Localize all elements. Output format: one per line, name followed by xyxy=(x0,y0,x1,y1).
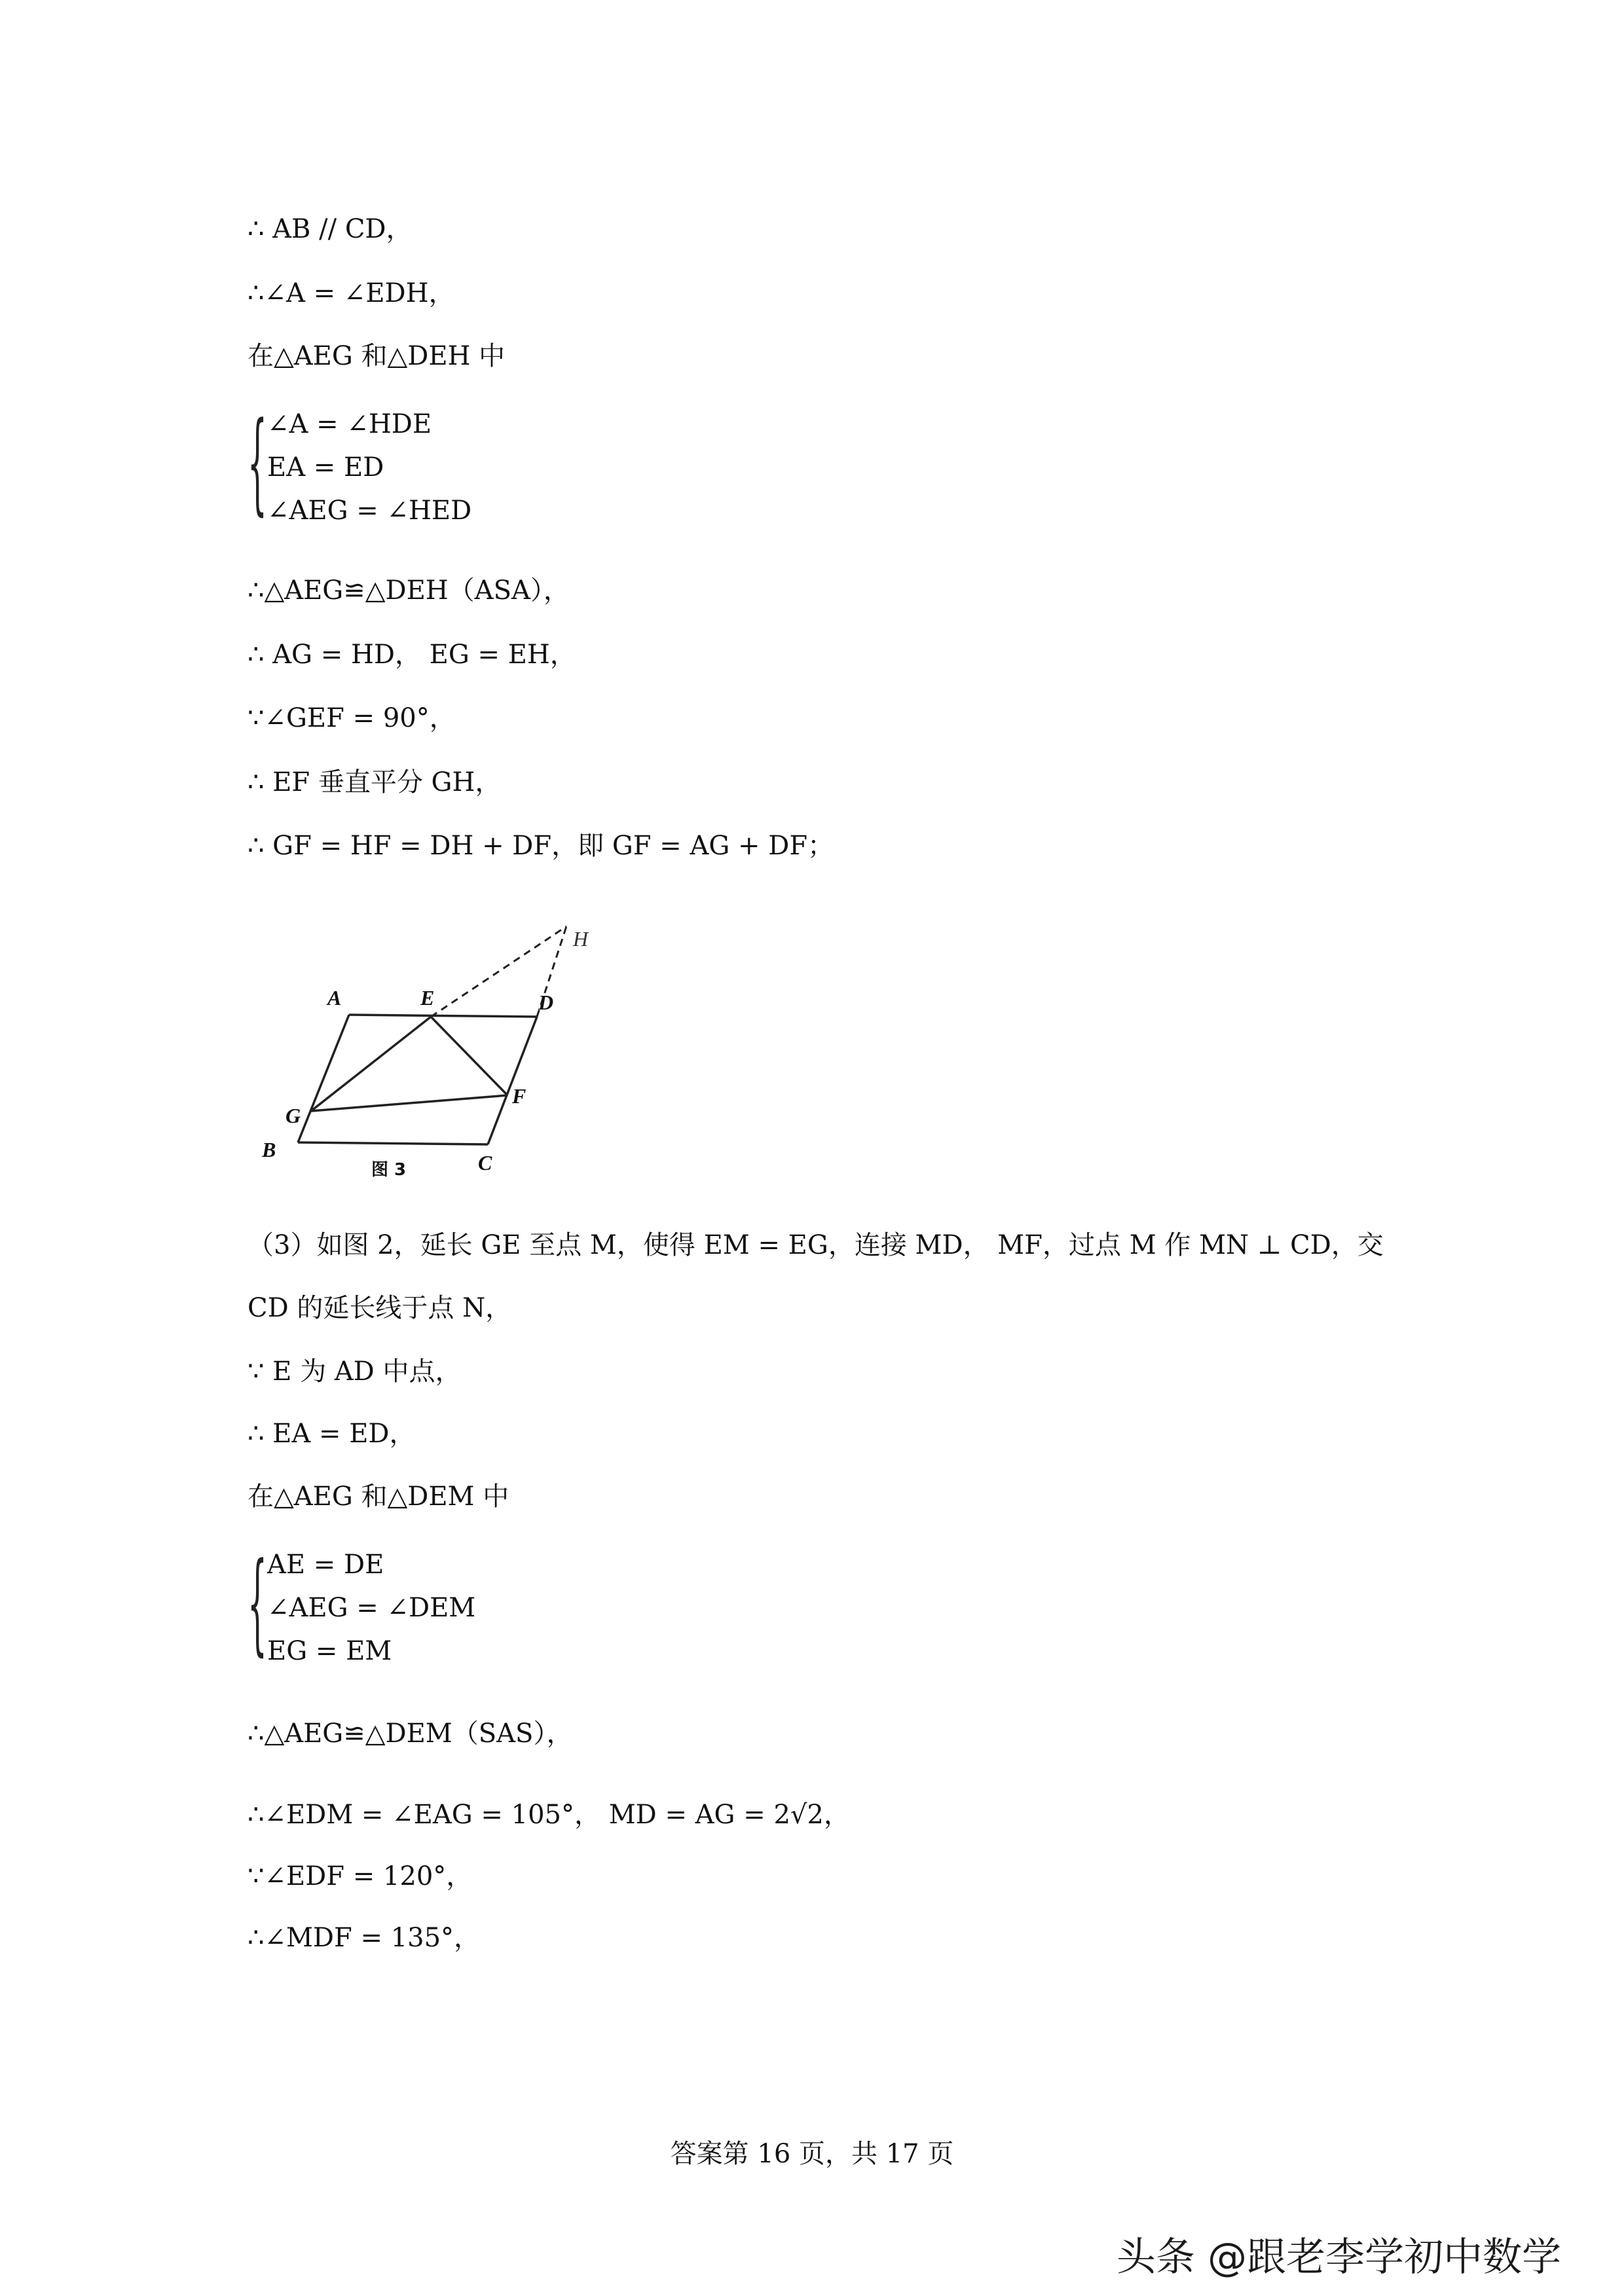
point-label-E: E xyxy=(420,986,435,1010)
solution-line: ∵∠EDF = 120°， xyxy=(248,1861,473,1891)
solution-line: ∴∠MDF = 135°， xyxy=(248,1923,481,1953)
segment-EF xyxy=(431,1017,507,1095)
left-brace: { xyxy=(248,398,267,526)
solution-line: ∴ AB // CD， xyxy=(248,214,413,244)
segment-GF xyxy=(311,1095,507,1111)
system-row: ∠AEG = ∠HED xyxy=(267,496,472,526)
system-row: EA = ED xyxy=(267,452,384,483)
system-row: EG = EM xyxy=(267,1636,392,1666)
segment-DC xyxy=(488,1017,537,1144)
solution-line: ∴ EF 垂直平分 GH， xyxy=(248,767,502,797)
point-label-G: G xyxy=(286,1104,301,1127)
point-label-D: D xyxy=(538,991,554,1014)
solution-line: ∴ AG = HD， EG = EH， xyxy=(248,640,576,670)
point-label-A: A xyxy=(327,986,342,1010)
solution-line: ∴∠EDM = ∠EAG = 105°， MD = AG = 2√2， xyxy=(248,1800,850,1830)
segment-AD xyxy=(349,1015,537,1017)
left-brace: { xyxy=(248,1539,267,1667)
solution-line: ∴∠A = ∠EDH， xyxy=(248,278,455,308)
point-label-F: F xyxy=(512,1084,526,1108)
solution-line: ∵ E 为 AD 中点， xyxy=(248,1357,462,1387)
point-label-H: H xyxy=(573,927,589,951)
segment-BC xyxy=(298,1142,488,1144)
segment-AB xyxy=(298,1015,349,1142)
solution-line: ∴ GF = HF = DH + DF，即 GF = AG + DF； xyxy=(248,831,834,861)
solution-line: ∴△AEG≌△DEH（ASA）， xyxy=(248,575,570,606)
point-label-B: B xyxy=(262,1138,276,1161)
point-label-C: C xyxy=(478,1151,492,1175)
solution-line: CD 的延长线于点 N， xyxy=(248,1293,512,1323)
solution-line: 在△AEG 和△DEM 中 xyxy=(248,1482,509,1512)
solution-line: ∴ EA = ED， xyxy=(248,1419,416,1449)
watermark: 头条 @跟老李学初中数学 xyxy=(1116,2234,1562,2280)
solution-line: （3）如图 2，延长 GE 至点 M，使得 EM = EG，连接 MD， MF，过点 M 作 MN ⊥ CD，交 xyxy=(248,1230,1384,1260)
page-footer: 答案第 16 页，共 17 页 xyxy=(670,2139,954,2169)
solution-line: 在△AEG 和△DEH 中 xyxy=(248,341,506,371)
figure-caption: 图 3 xyxy=(371,1160,407,1180)
solution-line: ∵∠GEF = 90°， xyxy=(248,703,456,733)
geometry-figure xyxy=(242,913,622,1192)
system-row: AE = DE xyxy=(267,1550,384,1580)
system-row: ∠A = ∠HDE xyxy=(267,409,432,439)
solution-line: ∴△AEG≌△DEM（SAS）， xyxy=(248,1719,573,1749)
system-row: ∠AEG = ∠DEM xyxy=(267,1593,476,1623)
